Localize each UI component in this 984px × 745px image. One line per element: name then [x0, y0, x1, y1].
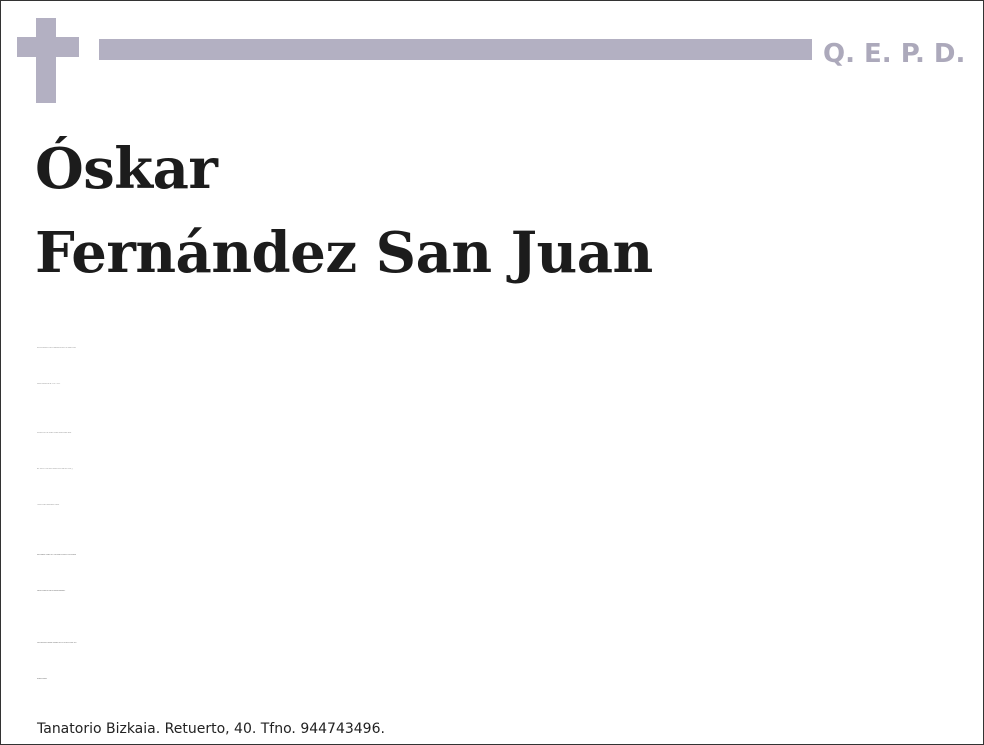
death-notice-paragraph	[37, 331, 957, 403]
wake-line: Tanatorio Bizkaia.	[37, 679, 48, 680]
deceased-first-name: Óskar	[35, 136, 218, 202]
cross-vertical-bar	[36, 18, 56, 103]
deceased-surnames: Fernández San Juan	[35, 220, 653, 286]
wake-line: SALA VELATORIO: MAÑANA, domingo, día 6, de 11:00h a 21:00h, en el	[37, 643, 77, 644]
funeral-mass-paragraph	[37, 538, 957, 610]
death-notice-line: habiendo recibido los SS. SS. y la B. A. de S. S.	[37, 384, 61, 385]
qepd-label: Q. E. P. D.	[823, 39, 966, 69]
family-line: y Maribel; primos y demás familia y amigos.	[37, 505, 60, 506]
cross-horizontal-bar	[17, 37, 79, 57]
family-line: Sus padres: Luis y Kati; hermana: Vanessa; hermano político: Stuart;	[37, 433, 72, 434]
family-paragraph	[37, 416, 957, 524]
death-notice-line: Falleció en Barakaldo, el día 3 de septiembre de 2026, a los 48 años de edad,	[37, 348, 76, 349]
funeral-line: MISA FUNERAL: LUNES, día 7, a las SIETE de la tarde, en la parroquia	[37, 555, 77, 556]
funeral-home-footer: Tanatorio Bizkaia. Retuerto, 40. Tfno. 944743496.	[37, 721, 385, 737]
family-line: tíos: Antonio y Mª Paz, Miguel y Susana, Conchi y José, Félix y Gloria (†),	[37, 469, 74, 470]
wake-room-paragraph	[37, 626, 957, 698]
funeral-line: Sagrado Corazón de Jesús de Retuerto-Barakaldo.	[37, 591, 66, 592]
header-rule	[99, 39, 812, 60]
